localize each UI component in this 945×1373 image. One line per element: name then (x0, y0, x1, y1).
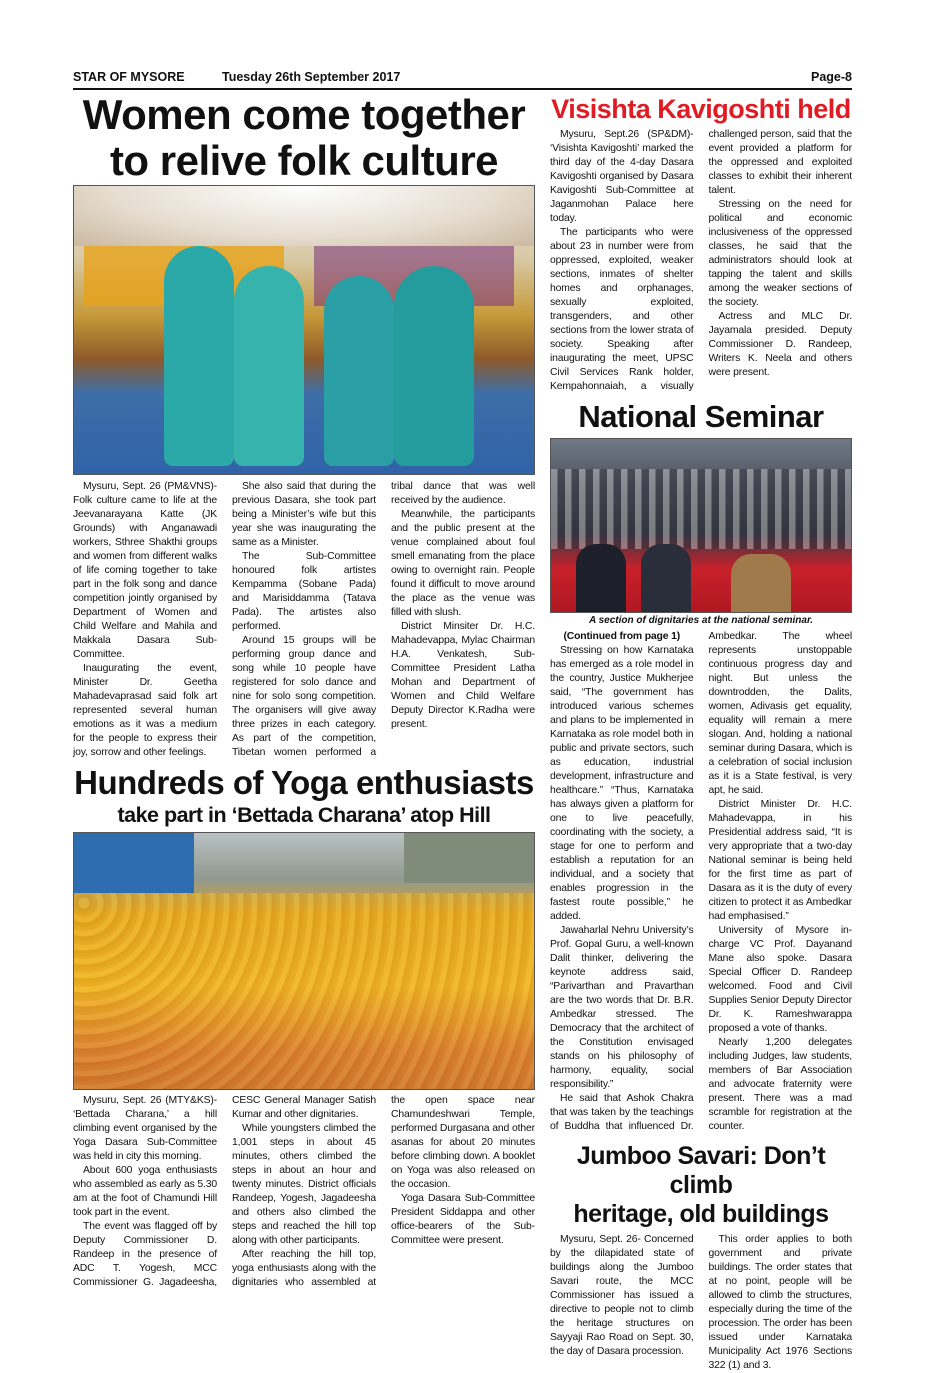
paragraph: District Minister Dr. H.C. Mahadevappa, in his Presidential address said, “It is very appropriate that a two-day National seminar is being held for the first time as part of Dasara as it is the duty of every citizen to protect it as Ambedkar had emphasised.” (708, 799, 852, 922)
yoga-crowd-photo (73, 832, 535, 1090)
jumboo-article-body (550, 1233, 852, 1373)
paragraph: Mysuru, Sept. 26 (MTY&KS)- ‘Bettada Charana,’ a hill climbing event organised by the Yoga Dasara Sub-Committee was held in city this morning. (73, 1095, 217, 1162)
issue-date: Tuesday 26th September 2017 (222, 70, 401, 84)
paragraph: The participants who were about 23 in number were from oppressed, exploited, weaker sections, inmates of shelter homes and orphanages, sexually exploited, transgenders, and other sections from the lower strata of society. Speaking after inaugurating the meet, UPSC Civil Services Rank holder, Kempahonnaiah, a visually challenged person, said that the event provided a platform for the oppressed and exploited classes to exhibit their inherent talent. (550, 129, 852, 392)
paragraph: This order applies to both government and private buildings. The order states that at no point, people will be allowed to climb the structures, especially during the time of the procession. The order has been issued under Karnataka Municipality Act 1976 Sections 322 (1) and 3. (708, 1234, 852, 1371)
paragraph: Mysuru, Sept.26 (SP&DM)- ‘Visishta Kavigoshti’ marked the third day of the 4-day Dasara Kavigoshti organised by Dasara Kavigoshti Sub-Committee at Jaganmohan Palace here today. (550, 129, 694, 224)
paragraph: University of Mysore in-charge VC Prof. Dayanand Mane also spoke. Dasara Special Officer D. Randeep welcomed. Food and Civil Supplies Senior Deputy Director Dr. K. Rameshwarappa proposed a vote of thanks. (708, 925, 852, 1034)
folk-headline-line-2: to relive folk culture (109, 137, 499, 184)
jumboo-headline (548, 1142, 854, 1229)
paragraph: Nearly 1,200 delegates including Judges, law students, members of Bar Association and advocate fraternity were present. There was a mad scramble for registration at the counter. (708, 1037, 852, 1132)
paragraph: He said that Ashok Chakra that was taken by the teachings of Buddha that influenced Dr. Ambedkar. The wheel represents unstoppable continuous progress day and night. But unless the downtrodden, the Dalits, women, Adivasis get equality, equality will remain a mere slogan. And, holding a national seminar during Dasara, which is a celebration of social inclusion as it is a State festival, is very apt, he said. (550, 631, 852, 1132)
paragraph: Actress and MLC Dr. Jayamala presided. Deputy Commissioner D. Randeep, Writers K. Neela and others were present. (708, 311, 852, 378)
paragraph: After reaching the hill top, yoga enthusiasts along with the dignitaries who assembled at the open space near Chamundeshwari Temple, performed Durgasana and other asanas for about 20 minutes before climbing down. A booklet on Yoga was also released on the occasion. (232, 1095, 535, 1288)
paragraph: Around 15 groups will be performing group dance and song while 10 people have registered for solo dance and nine for solo song competition. The organisers will give away three prizes in each category. As part of the competition, Tibetan women performed a tribal dance that was well received by the audience. (232, 481, 535, 758)
paragraph: The Sub-Committee honoured folk artistes Kempamma (Sobane Pada) and Marisiddamma (Tatava Pada). The artistes also performed. (232, 551, 376, 632)
folk-dance-photo (73, 185, 535, 475)
paragraph: Mysuru, Sept. 26 (PM&VNS)- Folk culture came to life at the Jeevanarayana Katte (JK Grounds) with Anganawadi workers, Sthree Shakthi groups and women from different walks of life coming together to take part in the folk song and dance competition jointly organised by Department of Women and Child Welfare and Mahila and Makkala Dasara Sub-Committee. (73, 481, 217, 660)
seminar-headline: National Seminar (578, 399, 824, 434)
folk-article-body (73, 480, 535, 760)
left-column (73, 92, 535, 1290)
paragraph: The event was flagged off by Deputy Commissioner D. Randeep in the presence of ADC T. Yogesh, MCC Commissioner G. Jagadeesha, CESC General Manager Satish Kumar and other dignitaries. (73, 1095, 376, 1288)
right-column (550, 93, 852, 1373)
jumboo-headline-line-1: Jumboo Savari: Don’t climb (576, 1142, 826, 1199)
yoga-article-body (73, 1094, 535, 1290)
paragraph: About 600 yoga enthusiasts who assembled as early as 5.30 am at the foot of Chamundi Hill took part in the event. (73, 1165, 217, 1218)
paragraph: Mysuru, Sept. 26- Concerned by the dilapidated state of buildings along the Jumboo Savari route, the MCC Commissioner has issued a directive to people not to climb the heritage structures on Sayyaji Rao Road on Sept. 30, the day of Dasara procession. (550, 1234, 694, 1357)
continued-label: (Continued from page 1) (563, 631, 681, 642)
kavigoshti-headline: Visishta Kavigoshti held (551, 94, 851, 124)
seminar-article-body (550, 630, 852, 1134)
yoga-subheadline: take part in ‘Bettada Charana’ atop Hill (117, 803, 491, 827)
paragraph: While youngsters climbed the 1,001 steps in about 45 minutes, others climbed the steps in about an hour and twenty minutes. District officials Randeep, Yogesh, Jagadeesha and others also climbed the steps and reached the hill top along with other participants. (232, 1123, 376, 1246)
paragraph: Yoga Dasara Sub-Committee President Siddappa and other office-bearers of the Sub-Committee were present. (391, 1193, 535, 1246)
folk-headline (66, 92, 542, 184)
jumboo-headline-line-2: heritage, old buildings (573, 1200, 829, 1228)
folk-headline-line-1: Women come together (82, 91, 526, 138)
paragraph: Jawaharlal Nehru University’s Prof. Gopal Guru, a well-known Dalit thinker, delivering the keynote address said, “Parivarthan and Pravarthan are the two words that Dr. B.R. Ambedkar stressed. The Democracy that the architect of the Constitution envisaged stands on his philosophy of harmony, equality, social responsibility.” (550, 925, 694, 1090)
seminar-photo (550, 438, 852, 613)
header-rule (73, 88, 852, 90)
paragraph: She also said that during the previous Dasara, she took part being a Minister’s wife but this year she was inaugurating the same as a Minister. (232, 481, 376, 548)
seminar-photo-caption: A section of dignitaries at the national seminar. (588, 615, 814, 626)
paragraph: Stressing on the need for political and economic inclusiveness of the oppressed classes, he said that the administrators should look at tapping the talent and skills among the weaker sections of the society. (708, 199, 852, 308)
yoga-headline: Hundreds of Yoga enthusiasts (74, 764, 534, 801)
paragraph: District Minsiter Dr. H.C. Mahadevappa, Mylac Chairman H.A. Venkatesh, Sub-Committee President Latha Mohan and Department of Women and Child Welfare Deputy Director K.Radha were present. (391, 621, 535, 730)
newspaper-name: STAR OF MYSORE (73, 70, 185, 84)
paragraph: Meanwhile, the participants and the public present at the venue complained about foul smell emanating from the place owing to overnight rain. People found it difficult to move around the place as the venue was filled with slush. (391, 509, 535, 618)
paragraph: Inaugurating the event, Minister Dr. Geetha Mahadevaprasad said folk art represented several human emotions as it was a medium for the people to express their joy, sorrow and other feelings. (73, 663, 217, 758)
page-number: Page-8 (811, 70, 852, 84)
kavigoshti-article-body (550, 128, 852, 394)
paragraph: Stressing on how Karnataka has emerged as a role model in the country, Justice Mukherjee said, “The government has introduced various schemes and plans to be implemented in Karnataka as role model both in public and private sectors, such as education, industrial development, infrastructure and healthcare.” “Thus, Karnataka has always given a platform for one to live peacefully, coordinating with the society, a stage for one to perform and establish a reputation for an individual, and a society that enables progression in the fastest route possible,” he added. (550, 645, 694, 922)
